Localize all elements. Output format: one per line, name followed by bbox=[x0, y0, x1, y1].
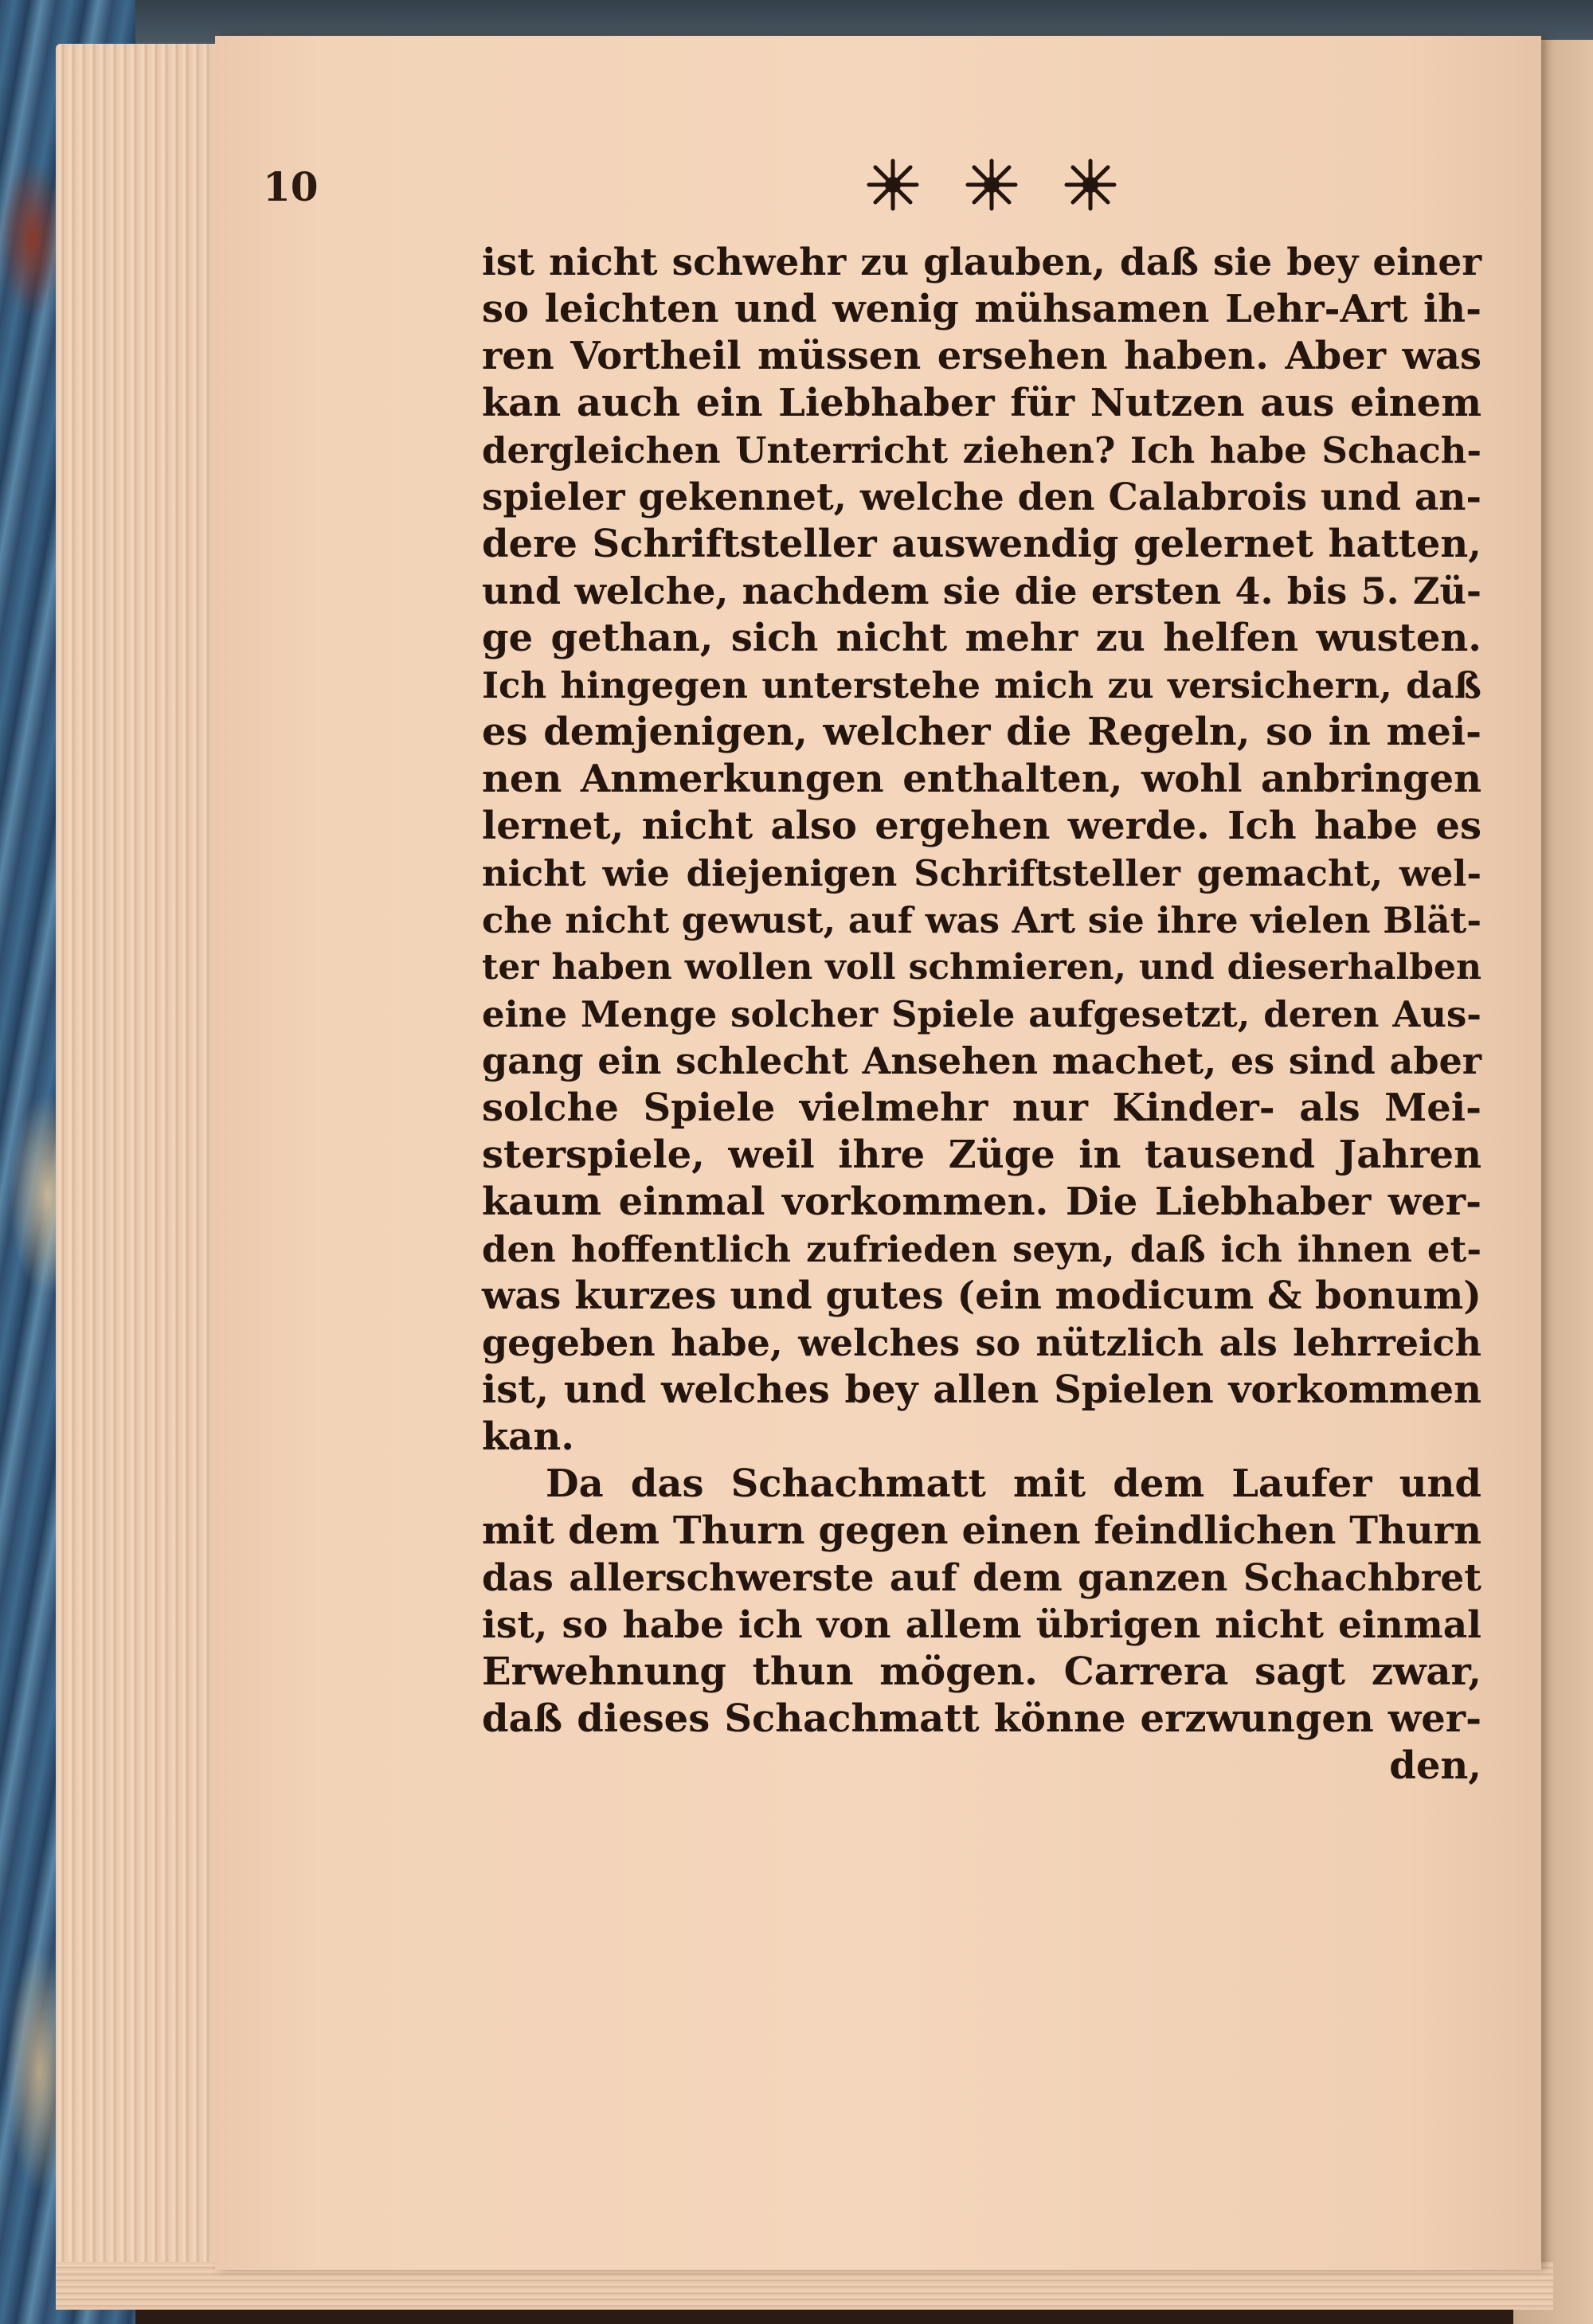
body-text bbox=[482, 239, 1481, 1790]
star-ornament-icon bbox=[864, 156, 922, 213]
text-line: es demjenigen, welcher die Regeln, so in mei- bbox=[482, 710, 1481, 754]
text-line: ren Vortheil müssen ersehen haben. Aber was bbox=[482, 334, 1481, 378]
text-line: lernet, nicht also ergehen werde. Ich habe es bbox=[482, 804, 1481, 848]
text-line: Da das Schachmatt mit dem Laufer und bbox=[546, 1461, 1481, 1506]
text-line: kaum einmal vorkommen. Die Liebhaber wer- bbox=[482, 1180, 1481, 1224]
text-line: solche Spiele vielmehr nur Kinder- als Mei- bbox=[482, 1086, 1481, 1130]
text-line: kan. bbox=[482, 1414, 574, 1459]
text-line: ge gethan, sich nicht mehr zu helfen wusten. bbox=[482, 616, 1481, 660]
text-line: sterspiele, weil ihre Züge in tausend Jahren bbox=[482, 1133, 1481, 1177]
star-ornament-icon bbox=[1062, 156, 1119, 213]
text-line: eine Menge solcher Spiele aufgesetzt, deren Aus- bbox=[482, 993, 1481, 1035]
catchword: den, bbox=[1389, 1743, 1481, 1788]
text-line: Ich hingegen unterstehe mich zu versichern, daß bbox=[482, 664, 1481, 706]
text-line: und welche, nachdem sie die ersten 4. bis 5. Zü- bbox=[482, 569, 1481, 612]
text-line: spieler gekennet, welche den Calabrois und an- bbox=[482, 475, 1481, 519]
text-line: den hoffentlich zufrieden seyn, daß ich ihnen et- bbox=[482, 1228, 1481, 1270]
text-line: ist nicht schwehr zu glauben, daß sie bey einer bbox=[482, 241, 1481, 284]
text-line: gang ein schlecht Ansehen machet, es sind aber bbox=[482, 1039, 1481, 1082]
text-line: Erwehnung thun mögen. Carrera sagt zwar, bbox=[482, 1649, 1481, 1694]
text-line: nen Anmerkungen enthalten, wohl anbringen bbox=[482, 757, 1481, 801]
star-ornament-icon bbox=[963, 156, 1020, 213]
text-line: mit dem Thurn gegen einen feindlichen Thurn bbox=[482, 1508, 1481, 1553]
text-line: das allerschwerste auf dem ganzen Schachbret bbox=[482, 1556, 1481, 1600]
text-line: dergleichen Unterricht ziehen? Ich habe Schach- bbox=[482, 429, 1481, 471]
text-line: dere Schriftsteller auswendig gelernet hatten, bbox=[482, 522, 1481, 566]
header-ornaments bbox=[864, 156, 1119, 212]
page-number: 10 bbox=[263, 163, 319, 210]
text-line: ter haben wollen voll schmieren, und dieserhalben bbox=[482, 947, 1481, 988]
text-line: gegeben habe, welches so nützlich als lehrreich bbox=[482, 1321, 1481, 1364]
text-line: was kurzes und gutes (ein modicum & bonum) bbox=[482, 1274, 1481, 1318]
text-line: ist, so habe ich von allem übrigen nicht einmal bbox=[482, 1603, 1481, 1647]
text-line: ist, und welches bey allen Spielen vorkommen bbox=[482, 1367, 1481, 1412]
text-line: nicht wie diejenigen Schriftsteller gemacht, wel- bbox=[482, 852, 1481, 894]
text-line: so leichten und wenig mühsamen Lehr-Art ih- bbox=[482, 287, 1481, 331]
text-line: che nicht gewust, auf was Art sie ihre vielen Blät- bbox=[482, 899, 1481, 941]
text-line: kan auch ein Liebhaber für Nutzen aus einem bbox=[482, 381, 1481, 425]
text-line: daß dieses Schachmatt könne erzwungen wer- bbox=[482, 1696, 1481, 1741]
